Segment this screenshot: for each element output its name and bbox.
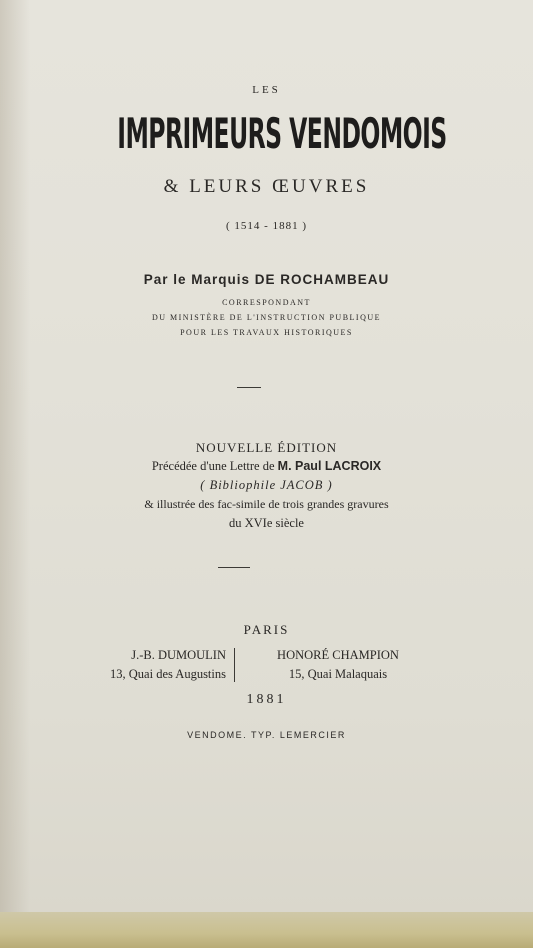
author-credential: CORRESPONDANT <box>222 298 311 307</box>
preface-line <box>0 459 533 474</box>
book-subtitle: & LEURS ŒUVRES <box>163 176 370 197</box>
author-credential: DU MINISTÈRE DE L'INSTRUCTION PUBLIQUE <box>151 313 382 322</box>
preface-prefix: Précédée d'une Lettre de <box>151 459 275 473</box>
title-article: LES <box>252 84 281 96</box>
illustration-line: & illustrée des fac-simile de trois grandes gravures <box>144 497 389 511</box>
author-line: Par le Marquis DE ROCHAMBEAU <box>143 272 390 287</box>
author-credential: POUR LES TRAVAUX HISTORIQUES <box>180 328 353 337</box>
preface-author: M. Paul LACROIX <box>277 459 382 473</box>
publication-city: PARIS <box>243 622 290 637</box>
publisher-left-name: J.-B. DUMOULIN <box>131 648 226 662</box>
page-shadow <box>0 0 30 948</box>
date-range: ( 1514 - 1881 ) <box>226 220 307 232</box>
book-title: IMPRIMEURS VENDOMOIS <box>117 109 447 158</box>
publisher-right-address: 15, Quai Malaquais <box>288 667 388 681</box>
table-surface <box>0 912 533 948</box>
bibliophile-line: ( Bibliophile JACOB ) <box>200 478 333 492</box>
publisher-right-name: HONORÉ CHAMPION <box>277 648 399 662</box>
printer-line: VENDOME. TYP. LEMERCIER <box>187 730 346 740</box>
publication-year: 1881 <box>246 692 287 707</box>
publisher-left-address: 13, Quai des Augustins <box>110 667 226 681</box>
century-line: du XVIe siècle <box>229 516 304 530</box>
divider-rule <box>237 387 261 388</box>
edition-label: NOUVELLE ÉDITION <box>195 440 338 455</box>
publisher-divider <box>234 648 235 682</box>
divider-rule <box>218 567 250 568</box>
